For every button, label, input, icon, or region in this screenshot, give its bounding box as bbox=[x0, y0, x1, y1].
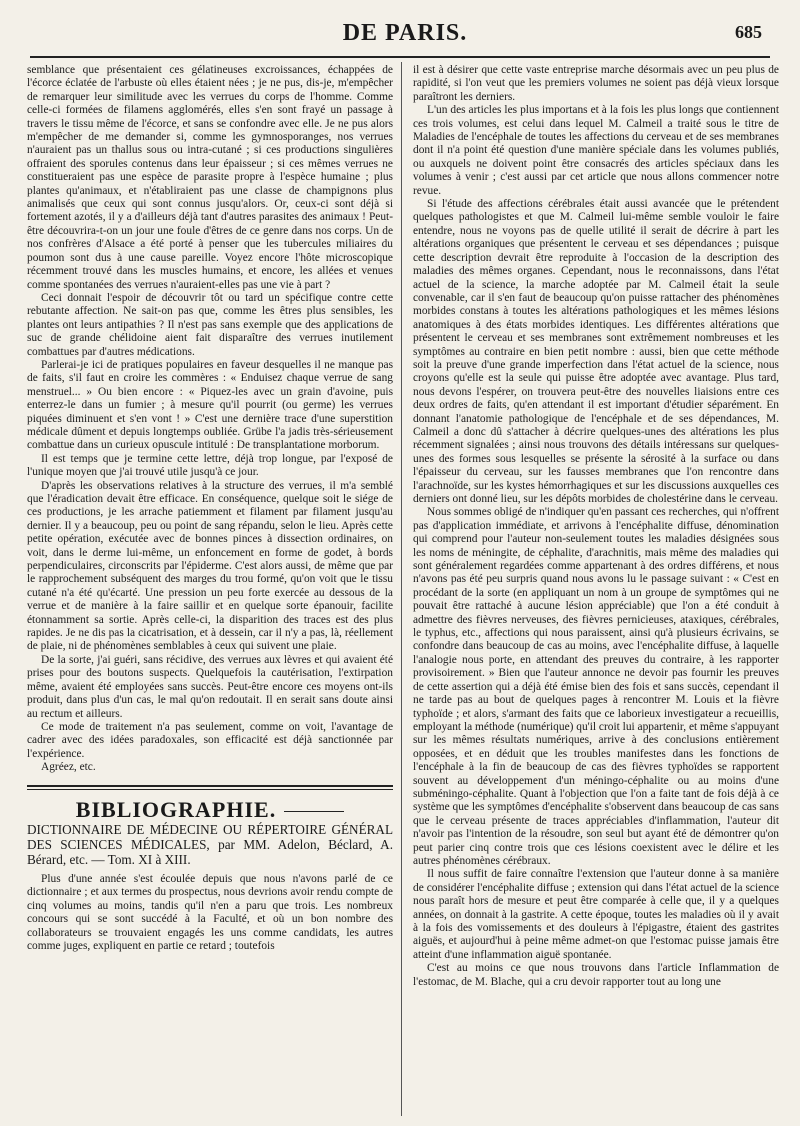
paragraph: L'un des articles les plus importans et à la fois les plus longs que contiennent ces trois volumes, est celui dans lequel M. Calmeil a traité sous le titre de Maladies de l'encéphale de toutes les affections du cerveau et de ses membranes dont il n'a point été question d'une manière spéciale dans les volumes publiés, ou auxquels ne doivent point être consacrés des articles spéciaux dans les volumes à venir ; c'est aussi par cet article que nous allons commencer notre revue. bbox=[413, 104, 779, 197]
paragraph: C'est au moins ce que nous trouvons dans l'article Inflammation de l'estomac, de M. Blache, qui a cru devoir rapporter tout au long une bbox=[413, 962, 779, 988]
bibliography-heading bbox=[27, 796, 393, 822]
bibliography-heading-text: BIBLIOGRAPHIE. bbox=[75, 796, 277, 822]
column-divider bbox=[401, 62, 402, 1116]
page-header bbox=[40, 18, 770, 54]
section-separator bbox=[27, 785, 393, 795]
paragraph: semblance que présentaient ces gélatineuses excroissances, échappées de l'écorce éclatée de l'arbuste où elles étaient nées ; je ne pus, dis-je, m'empêcher de remarquer leur similitude avec les verrues du corps de l'homme. Comme celle-ci formées de filamens agglomérés, elles s'en sont frayé un passage à travers le tissu même de l'écorce, et sans se confondre avec elle. Je ne pus alors m'empêcher de me demander si, comme les gymnosporanges, nos verrues n'auraient pas un thallus sous ou intra-cutané ; si ces productions singulières offraient des sporules contenus dans leur épaisseur ; si ces mêmes verrues ne constitueraient pas une espèce de parasite propre à l'espèce humaine ; plus plantes qu'animaux, et n'établiraient pas une classe de champignons plus animalisés que ceux qui sont connus jusqu'alors. Or, ceux-ci sont déjà si fortement azotés, il y a d'ailleurs déjà tant d'autres parasites des animaux ! Peut-être découvrira-t-on un jour une foule d'êtres de ce genre dans nos corps. Un de nos confrères d'Alsace a été porté à penser que les tubercules miliaires du poumon sont dus à une cause pareille. Voyez encore l'hôte microscopique récemment trouvé dans les muscles humains, et encore, les allées et venues comme spontanées des verrues n'auraient-elles pas une vie à part ? bbox=[27, 64, 393, 291]
paragraph: D'après les observations relatives à la structure des verrues, il m'a semblé que l'éradication devait être efficace. En conséquence, quelque soit le siége de ces productions, je les arrache patiemment et filament par filament jusqu'au dernier. Il y a beaucoup, peu ou point de sang répandu, selon le lieu. Après cette petite opération, exécutée avec de bonnes pinces à dissection ordinaires, on voit, dans le derme lui-même, un enfoncement en forme de godet, à bords perpendiculaires, circonscrits par l'épiderme. C'est alors aussi, de même que par le rapprochement subséquent des marges du trou formé, qu'on voit que le tissu cutané n'a été qu'écarté. Une pression un peu forte exercée au dessous de la verrue et de manière à la faire saillir et en quelque sorte épanouir, facilite étonnamment sa sortie. Après celle-ci, la disparition des traces est des plus rapides. Je ne dis pas la cicatrisation, et à dessein, car il n'y a pas, là, réellement de plaie, ni de phénomènes semblables à ceux qui suivent une plaie. bbox=[27, 479, 393, 653]
header-rule bbox=[30, 56, 770, 58]
paragraph: Il est temps que je termine cette lettre, déjà trop longue, par l'exposé de l'unique moyen que j'ai trouvé utile jusqu'à ce jour. bbox=[27, 452, 393, 479]
paragraph: Ceci donnait l'espoir de découvrir tôt ou tard un spécifique contre cette rebutante affection. Ne sait-on pas que, comme les êtres plus sensibles, les plantes ont leurs antipathies ? Il n'est pas sans exemple que des applications de suc de grande chélidoine aient fait disparaître des verrues inutilement combattues par d'autres médications. bbox=[27, 291, 393, 358]
page-number: 685 bbox=[735, 22, 762, 42]
paragraph: Agréez, etc. bbox=[41, 761, 96, 774]
paragraph: il est à désirer que cette vaste entreprise marche désormais avec un peu plus de rapidité, si l'on veut que les premiers volumes ne soient pas déjà vieux lorsque paraîtront les derniers. bbox=[413, 64, 779, 103]
left-column bbox=[27, 64, 393, 1116]
right-column bbox=[413, 64, 779, 1116]
paragraph: Ce mode de traitement n'a pas seulement, comme on voit, l'avantage de cadrer avec des idées paradoxales, son efficacité est déjà sanctionnée par l'expérience. bbox=[27, 720, 393, 760]
paragraph: Plus d'une année s'est écoulée depuis que nous n'avons parlé de ce dictionnaire ; et aux termes du prospectus, nous devrions avoir rendu compte de cinq volumes au moins, tandis qu'il n'en a paru que trois. Les nombreux concours qui se sont succédé à la Faculté, et où un bon nombre des collaborateurs se trouvaient engagés les uns comme candidats, les autres comme juges, expliquent en partie ce retard ; toutefois bbox=[27, 872, 393, 952]
paragraph: Nous sommes obligé de n'indiquer qu'en passant ces recherches, qui n'offrent pas d'application immédiate, et arrivons à l'encéphalite diffuse, dénomination qui comprend pour l'auteur non-seulement toutes les maladies désignées sous les noms de méningite, de céphalite, d'arachnitis, mais même des maladies qui sont généralement regardées comme appartenant à des ordres différens, et nous n'avons pas été peu surpris quand nous avons lu le passage suivant : « C'est en procédant de la sorte (en appliquant un nom à un groupe de symptômes qui ne pouvait être rattaché à aucune lésion appréciable) que l'on a été conduit à admettre des fièvres nerveuses, des fièvres pernicieuses, ataxiques, cérébrales, le typhus, etc., affections qui nous paraissent, ainsi qu'à plusieurs écrivains, se confondre dans beaucoup de cas au moins, avec l'encéphalite diffuse, à laquelle l'analogie nous porte, en attendant des preuves du contraire, à les rapporter provisoirement. » Bien que l'auteur annonce ne devoir pas fournir les preuves de cette assertion qui a déjà été émise bien des fois et sans succès, cependant il ne tarde pas au bout de quelques pages à rencontrer M. Louis et la fièvre typhoïde ; et alors, s'armant des faits que ce laborieux investigateur a recueillis, employant la méthode (numérique) qu'il croit lui appartenir, et même s'appuyant sur les mêmes résultats numériques, arrive à des conclusions entièrement opposées, et en déduit que les troubles manifestes dans les fonctions de l'encéphale à la fin de beaucoup de cas des fièvres typhoïdes se rapportent souvent au développement d'un méningo-céphalite ou au moins d'une subméningo-céphalite. Quant à l'objection que l'on a faite tant de fois déjà à ce système que les symptômes d'encéphalite s'observent dans beaucoup de cas sans que le cerveau présente de traces appréciables d'inflammation, l'auteur dit n'avoir pas l'intention de la résoudre, son seul but ayant été de démontrer qu'on peut parier cinq contre trois que ces lésions coexistent avec le délire et les autres phénomènes cérébraux. bbox=[413, 506, 779, 867]
paragraph: Il nous suffit de faire connaître l'extension que l'auteur donne à sa manière de considérer l'encéphalite diffuse ; extension qui dans l'état actuel de la science nous paraît hors de mesure et peut être comparée à celle que, il y a quelques années, on donnait à la gastrite. A cette époque, toutes les maladies où il y avait à la fois des vomissements et des douleurs à l'épigastre, étaient des gastrites aiguës, et aujourd'hui à peine même admet-on que l'estomac puisse jamais être atteint d'une inflammation aiguë spontanée. bbox=[413, 868, 779, 961]
bibliography-reference: DICTIONNAIRE DE MÉDECINE OU RÉPERTOIRE GÉNÉRAL DES SCIENCES MÉDICALES, par MM. Adelon, Béclard, A. Bérard, etc. — Tom. XI à XIII. bbox=[27, 821, 393, 867]
running-title: DE PARIS. bbox=[342, 20, 468, 46]
paragraph: Si l'étude des affections cérébrales était aussi avancée que le prétendent quelques pathologistes et que M. Calmeil lui-même semble vouloir le faire entendre, nous ne voyons pas de quelle utilité il serait de décrire à part les altérations organiques que présentent le cerveau et ses dépendances ; puisque cette description devrait être reproduite à l'occasion de la description des maladies des mêmes organes. Cependant, nous le reconnaissons, dans l'état actuel de la science, la marche adoptée par M. Calmeil était la seule convenable, car il s'en faut de beaucoup qu'on puisse rattacher des phénomènes morbides constans à toutes les altérations pathologiques et les mêmes lésions anatomiques à des états morbides identiques. Les différentes altérations que présentent le cerveau et ses membranes sont extrêmement nombreuses et les symptômes au contraire en bien petit nombre : aussi, bien que cette méthode soit la preuve d'une grande imperfection dans l'état actuel de la science, nous croyons qu'elle est la seule qui puisse être adoptée avec avantage. Plus tard, nous devons l'espérer, on trouvera peut-être des nouvelles liaisions entre ces deux ordres de faits, qu'en attendant il est important d'étudier séparément. En donnant l'anatomie pathologique de l'encéphale et de ses dépendances, M. Calmeil a donc dû s'attacher à décrire quelques-unes des altérations les plus récemment signalées ; ainsi nous trouvons des détails intéressans sur quelques-unes des formes sous lesquelles se présente la sérosité à la surface ou dans l'épaisseur du cerveau, sur les fausses membranes que l'on rencontre dans l'arachnoïde, sur les kystes hémorrhagiques et sur les discussions auxquelles ces derniers ont donné lieu, sur les dépôts morbides de cholestérine dans le cerveau. bbox=[413, 198, 779, 505]
paragraph: Parlerai-je ici de pratiques populaires en faveur desquelles il ne manque pas de faits, s'il faut en croire les commères : « Enduisez chaque verrue de sang menstruel... » Ou bien encore : « Piquez-les avec un grain d'avoine, puis enterrez-le dans un fumier ; à mesure qu'il pourrit (ou germe) les verrues piquées diminuent et s'en vont ! » C'est une dernière trace d'une superstition médicale dûment et depuis longtemps oubliée. Grübe l'a jadis très-sérieusement combattue dans un curieux opuscule intitulé : De transplantatione morborum. bbox=[27, 358, 393, 452]
paragraph: De la sorte, j'ai guéri, sans récidive, des verrues aux lèvres et qui avaient été prises pour des boutons suspects. Quelquefois la cautérisation, l'extirpation même, avaient été employées sans succès. Peut-être encore ces moyens ont-ils produit, dans plus d'un cas, le mal qu'on redoutait. Il en serait sans doute ainsi au rectum et ailleurs. bbox=[27, 653, 393, 720]
